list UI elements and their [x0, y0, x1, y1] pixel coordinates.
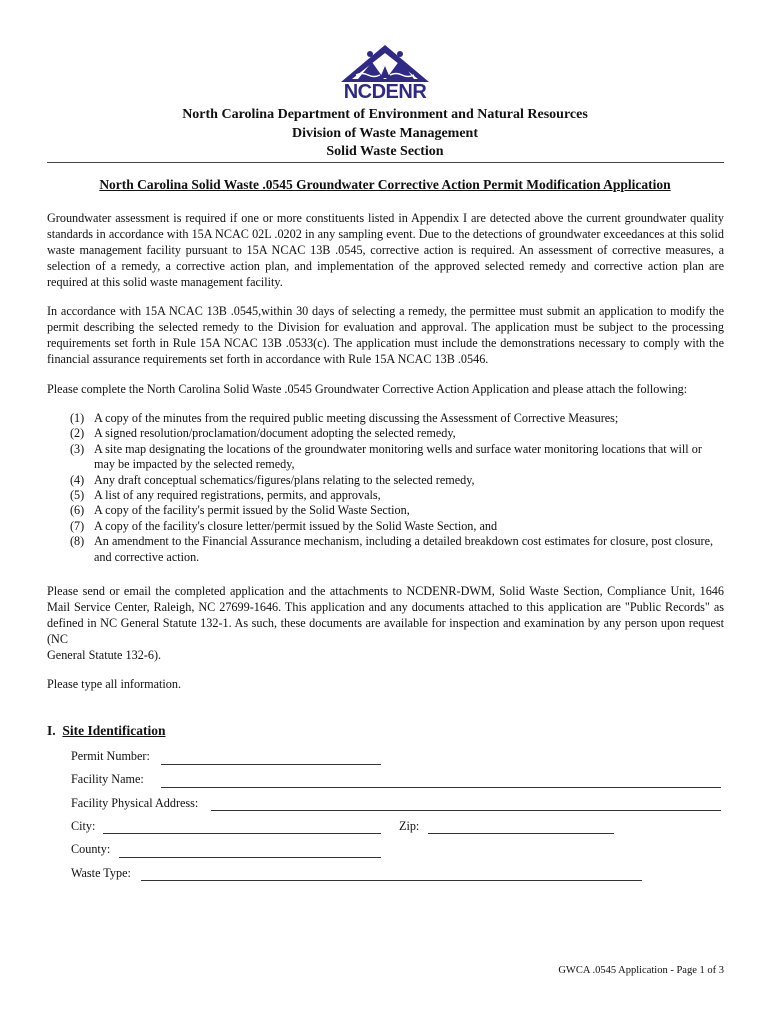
requirements-paragraph: In accordance with 15A NCAC 13B .0545,within 30 days of selecting a remedy, the permittee must submit an application to modify the permit describing the selected remedy to the Division for evaluation and approval. The application must be subject to the processing requirements set forth in Rule 15A NCAC 13B .0533(c). The application must include the demonstrations necessary to comply with the financial assurance requirements set forth in accordance with Rule 15A NCAC 13B .0546.	[47, 304, 724, 366]
waste-type-field[interactable]	[141, 880, 642, 881]
logo-emblem-icon	[336, 44, 434, 84]
county-label: County:	[71, 842, 111, 856]
permit-number-field[interactable]	[161, 764, 381, 765]
list-item: (4) Any draft conceptual schematics/figures/plans relating to the selected remedy,	[70, 472, 475, 487]
facility-name-field[interactable]	[161, 787, 721, 788]
list-item: (5) A list of any required registrations, permits, and approvals,	[70, 488, 381, 503]
logo-wordmark: NCDENR	[343, 81, 427, 103]
header-section: Solid Waste Section	[326, 144, 444, 159]
zip-label: Zip:	[399, 819, 420, 833]
facility-address-field[interactable]	[211, 810, 721, 811]
list-item: (3) A site map designating the locations of the groundwater monitoring wells and surface water monitoring locations that will or may be impacted by the selected remedy,	[70, 441, 702, 472]
submission-statute: General Statute 132-6).	[47, 648, 162, 662]
facility-address-label: Facility Physical Address:	[71, 796, 199, 810]
header-department: North Carolina Department of Environment and Natural Resources	[182, 107, 588, 122]
facility-name-label: Facility Name:	[71, 772, 144, 786]
ncdenr-logo	[336, 44, 434, 106]
attachments-intro: Please complete the North Carolina Solid Waste .0545 Groundwater Corrective Action Application and please attach the following:	[47, 382, 688, 396]
list-item: (1) A copy of the minutes from the required public meeting discussing the Assessment of Corrective Measures;	[70, 411, 619, 425]
list-item: (8) An amendment to the Financial Assurance mechanism, including a detailed breakdown cost estimates for closure, post closure, and corrective action.	[70, 534, 714, 564]
form-title: North Carolina Solid Waste .0545 Groundwater Corrective Action Permit Modification Application	[99, 177, 671, 192]
list-item: (7) A copy of the facility's closure letter/permit issued by the Solid Waste Section, and	[70, 518, 498, 533]
section-number: I.	[47, 723, 56, 738]
page-footer: GWCA .0545 Application - Page 1 of 3	[558, 965, 724, 976]
header-division: Division of Waste Management	[291, 125, 478, 141]
header-divider	[47, 162, 724, 163]
permit-number-label: Permit Number:	[71, 749, 150, 763]
submission-paragraph	[47, 583, 724, 663]
attachments-list	[70, 411, 724, 565]
waste-type-label: Waste Type:	[71, 866, 131, 880]
type-instruction: Please type all information.	[47, 677, 182, 691]
list-item: (2) A signed resolution/proclamation/document adopting the selected remedy,	[70, 426, 456, 441]
city-label: City:	[71, 819, 96, 833]
county-field[interactable]	[119, 857, 381, 858]
submission-text: Please send or email the completed application and the attachments to NCDENR-DWM, Solid Waste Section, Compliance Unit, 1646 Mail Service Center, Raleigh, NC 27699-1646. This application and any documents attached to this application are "Public Records" as defined in NC General Statute 132-1. As such, these documents are available for inspection and examination by any person upon request (NC	[47, 584, 724, 646]
intro-paragraph: Groundwater assessment is required if one or more constituents listed in Appendix I are detected above the current groundwater quality standards in accordance with 15A NCAC 02L .0202 in any sampling event. Due to the detections of groundwater exceedances at this solid waste management facility pursuant to 15A NCAC 13B .0545, corrective action is required. An assessment of corrective measures, a selection of a remedy, a corrective action plan, and implementation of the approved selected remedy and corrective action plan are required at this solid waste management facility.	[47, 211, 724, 289]
list-item: (6) A copy of the facility's permit issued by the Solid Waste Section,	[70, 503, 410, 518]
agency-header	[0, 106, 770, 162]
zip-field[interactable]	[428, 833, 614, 834]
city-field[interactable]	[103, 833, 381, 834]
section-heading: Site Identification	[62, 723, 166, 738]
section-site-identification	[47, 722, 166, 739]
